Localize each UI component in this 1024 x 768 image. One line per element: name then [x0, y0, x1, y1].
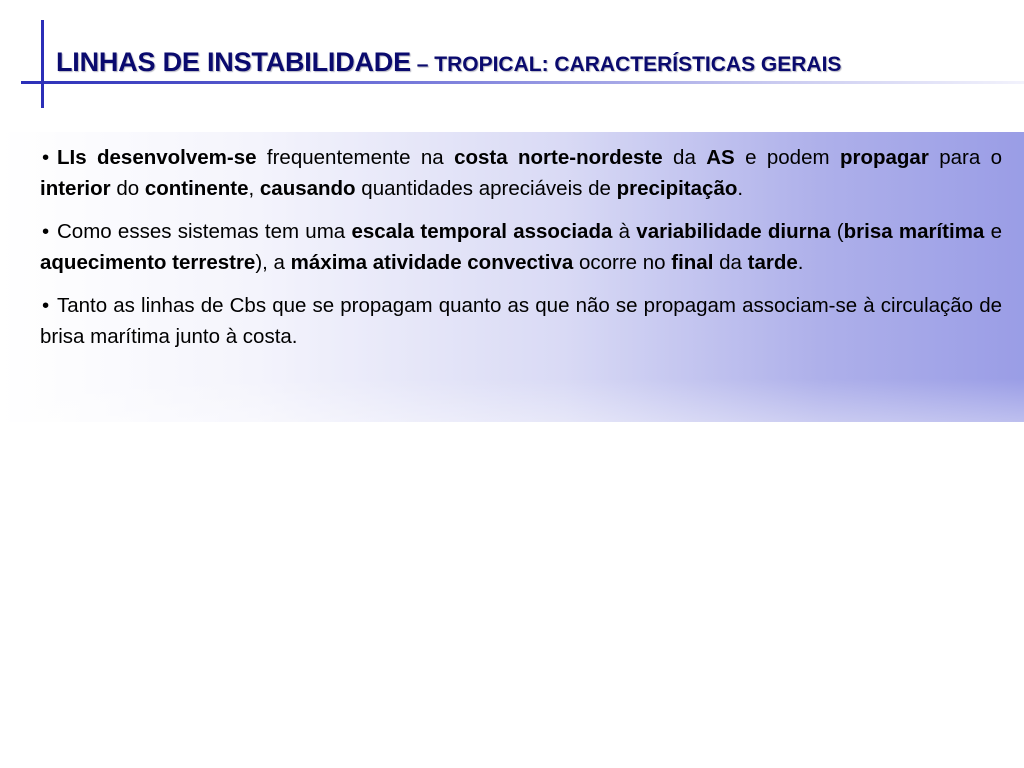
bullet-text-bold: tarde [747, 251, 798, 274]
title-horizontal-rule [21, 81, 1024, 84]
bullet-text: ( [830, 220, 844, 243]
bullet-text-bold: continente [144, 177, 249, 200]
bullet-icon: • [42, 146, 50, 169]
bullet-text-bold: interior [40, 177, 111, 200]
bullet-text: frequentemente na [256, 146, 455, 169]
bullet-text: do [110, 177, 145, 200]
content-panel [0, 132, 1024, 422]
bullet-text-bold: propagar [839, 146, 929, 169]
page-title [56, 44, 841, 76]
bullet-text: à [612, 220, 637, 243]
bullet-text: e [984, 220, 1002, 243]
title-subtitle: – TROPICAL: CARACTERÍSTICAS GERAIS [410, 53, 842, 76]
bullet-list [40, 142, 1002, 364]
bullet-item [40, 290, 1002, 352]
bullet-text: ocorre no [573, 251, 672, 274]
bullet-text: da [713, 251, 748, 274]
bullet-text: . [797, 251, 804, 274]
bullet-text-bold: máxima atividade convectiva [290, 251, 574, 274]
bullet-text: , [248, 177, 260, 200]
bullet-item [40, 142, 1002, 204]
bullet-text-bold: final [671, 251, 714, 274]
bullet-text-bold: variabilidade diurna [636, 220, 831, 243]
bullet-text-bold: LIs desenvolvem-se [57, 146, 257, 169]
bullet-text-bold: precipitação [616, 177, 738, 200]
bullet-text-bold: brisa marítima [843, 220, 985, 243]
bullet-text-bold: aquecimento terrestre [40, 251, 256, 274]
bullet-text: e podem [734, 146, 840, 169]
bullet-text: . [737, 177, 744, 200]
bullet-text-bold: AS [706, 146, 735, 169]
bullet-text: Tanto as linhas de Cbs que se propagam quanto as que não se propagam associam-se à circulação de brisa marítima junto à costa. [40, 294, 1002, 348]
bullet-item [40, 216, 1002, 278]
bullet-text: para o [928, 146, 1003, 169]
title-main: LINHAS DE INSTABILIDADE [56, 47, 411, 77]
bullet-text: quantidades apreciáveis de [355, 177, 617, 200]
bullet-text: ), a [255, 251, 291, 274]
bullet-text: Como esses sistemas tem uma [57, 220, 352, 243]
bullet-icon: • [42, 294, 50, 317]
title-vertical-rule [41, 20, 44, 108]
bullet-text-bold: causando [259, 177, 356, 200]
bullet-text-bold: escala temporal associada [351, 220, 613, 243]
bullet-text-bold: costa norte-nordeste [454, 146, 663, 169]
bullet-text: da [662, 146, 707, 169]
bullet-icon: • [42, 220, 50, 243]
